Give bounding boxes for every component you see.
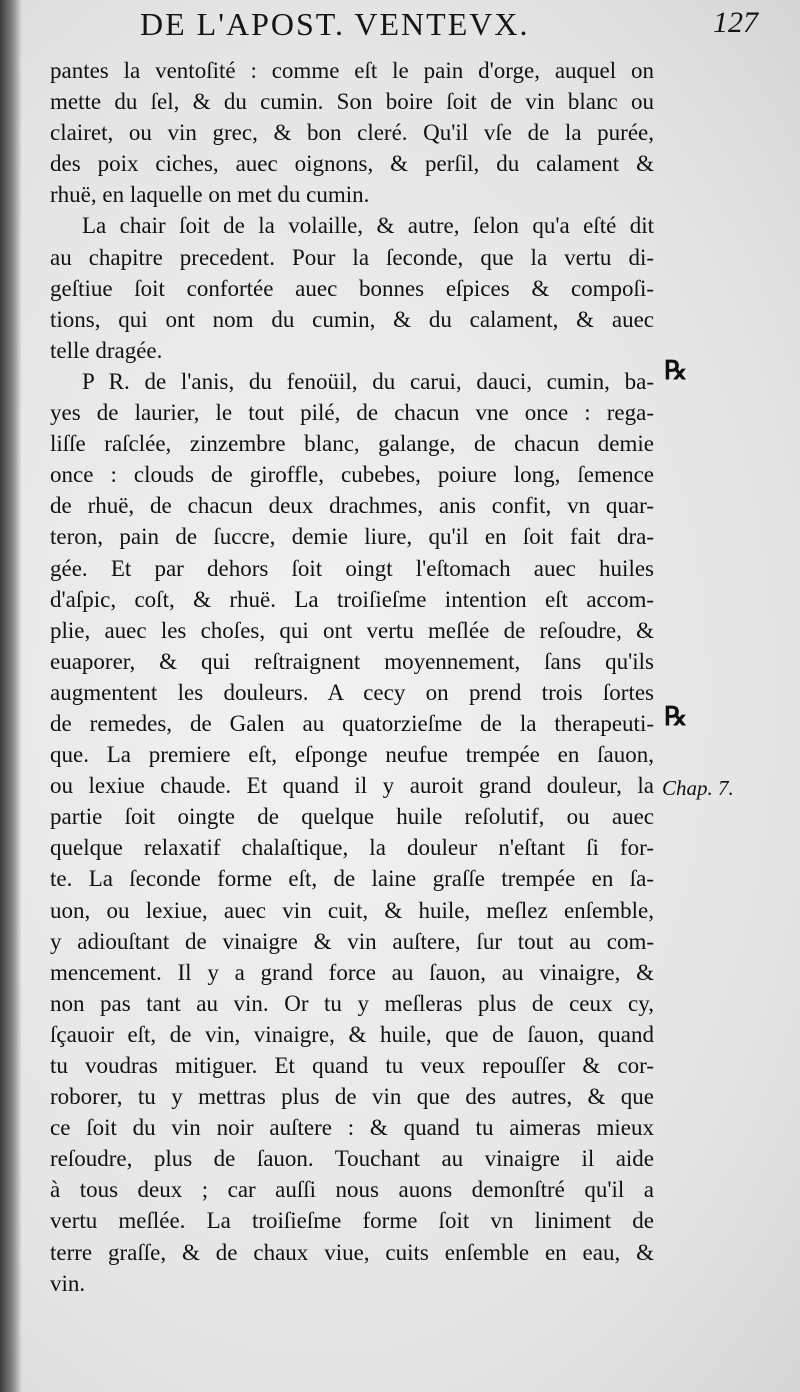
chapter-reference-marginal: Chap. 7. <box>662 776 734 800</box>
text-line: tions, qui ont nom du cumin, & du calament, & auec <box>50 306 654 332</box>
text-line: uon, ou lexiue, auec vin cuit, & huile, meſlez enſemble, <box>50 897 654 923</box>
text-line: partie ſoit oingte de quelque huile reſolutif, ou auec <box>50 804 654 830</box>
text-line: augmentent les douleurs. A cecy on prend trois ſortes <box>50 679 654 705</box>
page-number: 127 <box>713 6 758 39</box>
text-line: ce ſoit du vin noir auſtere : & quand tu aimeras mieux <box>50 1115 654 1141</box>
text-line: rhuë, en laquelle on met du cumin. <box>50 182 370 208</box>
text-line: au chapitre precedent. Pour la ſeconde, que la vertu di- <box>50 244 654 270</box>
text-line: de rhuë, de chacun deux drachmes, anis confit, vn quar- <box>50 493 654 519</box>
text-line: terre graſſe, & de chaux viue, cuits enſemble en eau, & <box>50 1239 654 1265</box>
text-line: ſçauoir eſt, de vin, vinaigre, & huile, que de ſauon, quand <box>50 1021 654 1047</box>
text-line: yes de laurier, le tout pilé, de chacun vne once : rega- <box>50 400 654 426</box>
text-line: vertu meſlée. La troiſieſme forme ſoit vn liniment de <box>50 1208 654 1234</box>
text-line: gée. Et par dehors ſoit oingt l'eſtomach auec huiles <box>50 555 654 581</box>
text-line: non pas tant au vin. Or tu y meſleras plus de ceux cy, <box>50 990 654 1016</box>
text-line: pantes la ventoſité : comme eſt le pain d'orge, auquel on <box>50 58 654 83</box>
recipe-sign-marginal: ℞ <box>664 702 688 731</box>
text-line: mencement. Il y a grand force au ſauon, au vinaigre, & <box>50 959 654 985</box>
text-line: que. La premiere eſt, eſponge neufue trempée en ſauon, <box>50 742 654 768</box>
text-line: P R. de l'anis, du fenoüil, du carui, dauci, cumin, ba- <box>82 368 654 394</box>
text-line: roborer, tu y mettras plus de vin que des autres, & que <box>50 1084 654 1110</box>
text-line: tu voudras mitiguer. Et quand tu veux repouſſer & cor- <box>50 1053 654 1078</box>
text-line: te. La ſeconde forme eſt, de laine graſſe trempée en ſa- <box>50 866 654 892</box>
text-line: clairet, ou vin grec, & bon cleré. Qu'il vſe de la purée, <box>50 120 654 146</box>
text-line: des poix ciches, auec oignons, & perſil, du calament & <box>50 151 654 177</box>
text-line: plie, auec les choſes, qui ont vertu meſlée de reſoudre, & <box>50 617 654 643</box>
text-line: telle dragée. <box>50 337 163 363</box>
text-line: y adiouſtant de vinaigre & vin auſtere, ſur tout au com- <box>50 928 654 954</box>
text-line: La chair ſoit de la volaille, & autre, ſelon qu'a eſté dit <box>82 213 654 239</box>
text-line: quelque relaxatif chalaſtique, la douleur n'eſtant ſi for- <box>50 835 654 861</box>
text-line: euaporer, & qui reſtraignent moyennement, ſans qu'ils <box>50 648 654 674</box>
text-line: d'aſpic, coſt, & rhuë. La troiſieſme intention eſt accom- <box>50 586 654 612</box>
page-header <box>110 6 780 46</box>
text-line: de remedes, de Galen au quatorzieſme de la therapeuti- <box>50 710 654 736</box>
text-line: ou lexiue chaude. Et quand il y auroit grand douleur, la <box>50 773 654 799</box>
running-head: DE L'APOST. VENTEVX. <box>140 6 530 42</box>
body-text <box>50 55 654 1299</box>
text-line: geſtiue ſoit confortée auec bonnes eſpices & compoſi- <box>50 275 654 301</box>
text-line: à tous deux ; car auſſi nous auons demonſtré qu'il a <box>50 1177 654 1203</box>
text-line: mette du ſel, & du cumin. Son boire ſoit de vin blanc ou <box>50 89 654 115</box>
binding-gutter-shadow <box>0 0 22 1392</box>
text-line: liſſe raſclée, zinzembre blanc, galange, de chacun demie <box>50 431 654 457</box>
recipe-sign-marginal: ℞ <box>664 356 688 385</box>
text-line: teron, pain de ſuccre, demie liure, qu'il en ſoit fait dra- <box>50 524 654 550</box>
text-line: vin. <box>50 1270 86 1296</box>
text-line: once : clouds de giroffle, cubebes, poiure long, ſemence <box>50 462 654 488</box>
show-through-bleed <box>290 1290 670 1350</box>
text-line: reſoudre, plus de ſauon. Touchant au vinaigre il aide <box>50 1146 654 1172</box>
